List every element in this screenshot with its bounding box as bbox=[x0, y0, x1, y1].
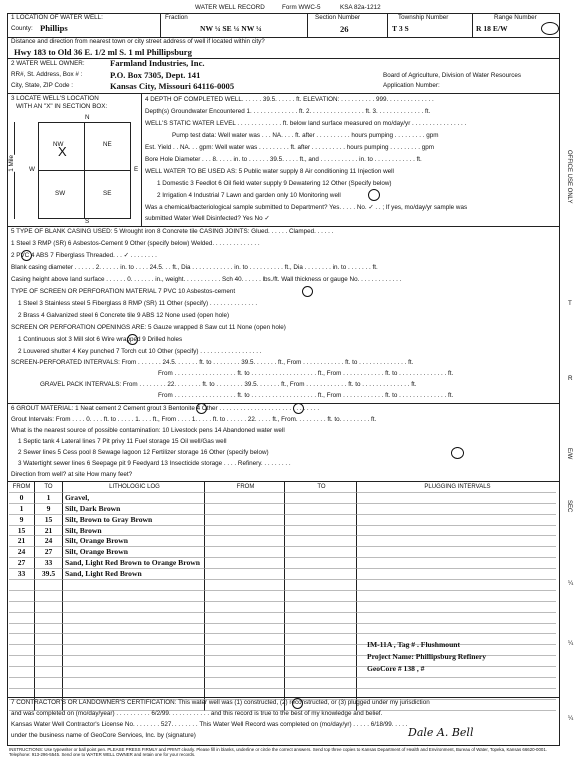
log-to[interactable] bbox=[35, 645, 63, 656]
township-value[interactable]: T 3 S bbox=[392, 24, 409, 33]
log-lithology[interactable]: Gravel, bbox=[63, 493, 205, 504]
log-from[interactable]: 9 bbox=[9, 515, 35, 526]
log-lithology[interactable] bbox=[63, 613, 205, 624]
plug-to[interactable] bbox=[285, 558, 357, 569]
log-from[interactable]: 21 bbox=[9, 536, 35, 547]
plug-interval[interactable] bbox=[357, 602, 556, 613]
log-lithology[interactable] bbox=[63, 667, 205, 678]
log-to[interactable]: 21 bbox=[35, 526, 63, 537]
ksa-number: KSA 82a-1212 bbox=[340, 4, 381, 11]
certification-line-3: Kansas Water Well Contractor's License No. . . . . . . . 527. . . . . . . . This Water Well Record was completed on (mo/day/yr) . . . . . 6/18/99. . . . . bbox=[11, 721, 408, 728]
log-from[interactable]: 24 bbox=[9, 547, 35, 558]
side-ew: E/W bbox=[566, 448, 572, 460]
log-from[interactable]: 1 bbox=[9, 504, 35, 515]
log-from[interactable] bbox=[9, 667, 35, 678]
plug-to[interactable] bbox=[285, 667, 357, 678]
note-geocore: GeoCore # 138 , # bbox=[367, 664, 425, 673]
side-quarter-1: ¼ bbox=[568, 580, 574, 587]
plug-to[interactable] bbox=[285, 526, 357, 537]
log-from[interactable]: 33 bbox=[9, 569, 35, 580]
mill-slot-circle bbox=[127, 334, 138, 345]
nw-label: NW bbox=[53, 141, 64, 148]
grout-intervals-line: Grout Intervals: From . . . . 0. . . . ft. to . . . . . 1. . . . ft., From . . . . 1. . . . . ft. to . . . . . . 22. . . . . ft., From. . . . . . . . . ft. to. . . . . . . . . ft. bbox=[11, 416, 377, 423]
screen-type-line: TYPE OF SCREEN OR PERFORATION MATERIAL 7 PVC 10 Asbestos-cement bbox=[11, 288, 236, 295]
log-header-lithology: LITHOLOGIC LOG bbox=[63, 482, 205, 493]
casing-line-1: 5 TYPE OF BLANK CASING USED: 5 Wrought iron 8 Concrete tile CASING JOINTS: Glued. . . . . . Clamped. . . . . . bbox=[11, 228, 334, 235]
contamination-line: What is the nearest source of possible contamination: 10 Livestock pens 14 Abandoned water well bbox=[11, 427, 285, 434]
log-from[interactable]: 0 bbox=[9, 493, 35, 504]
se-label: SE bbox=[103, 190, 112, 197]
log-to[interactable] bbox=[35, 656, 63, 667]
log-lithology[interactable]: Silt, Orange Brown bbox=[63, 547, 205, 558]
screen-options-2: 2 Brass 4 Galvanized steel 6 Concrete tile 9 ABS 12 None used (open hole) bbox=[18, 312, 230, 319]
section-label: Section Number bbox=[315, 14, 361, 21]
log-lithology[interactable] bbox=[63, 591, 205, 602]
log-header-plugging: PLUGGING INTERVALS bbox=[357, 482, 556, 493]
static-level-line: WELL'S STATIC WATER LEVEL . . . . . . . . . . . . . ft. below land surface measured on mo/day/yr . . . . . . . . . . . . . . . . bbox=[145, 120, 467, 127]
plug-from[interactable] bbox=[205, 536, 285, 547]
plug-interval[interactable] bbox=[357, 515, 556, 526]
log-lithology[interactable]: Silt, Dark Brown bbox=[63, 504, 205, 515]
plug-from[interactable] bbox=[205, 602, 285, 613]
plug-from[interactable] bbox=[205, 656, 285, 667]
plug-interval[interactable] bbox=[357, 526, 556, 537]
sw-label: SW bbox=[55, 190, 66, 197]
plug-to[interactable] bbox=[285, 547, 357, 558]
log-lithology[interactable] bbox=[63, 678, 205, 689]
range-west-circle bbox=[541, 22, 559, 35]
casing-line-3: 2 PVC 4 ABS 7 Fiberglass Threaded. . . ✓ . . . . . . . . bbox=[11, 252, 157, 259]
side-t: T bbox=[568, 300, 572, 307]
openings-options-1: 1 Continuous slot 3 Mill slot 6 Wire wrapped 9 Drilled holes bbox=[18, 336, 183, 343]
plug-to[interactable] bbox=[285, 634, 357, 645]
plug-interval[interactable] bbox=[357, 547, 556, 558]
county-label: County: bbox=[11, 25, 33, 32]
plug-to[interactable] bbox=[285, 656, 357, 667]
plug-to[interactable] bbox=[285, 678, 357, 689]
log-from[interactable] bbox=[9, 645, 35, 656]
monitoring-well-circle bbox=[368, 189, 380, 201]
gravel-intervals-1: GRAVEL PACK INTERVALS: From . . . . . . . . 22. . . . . . . . ft. to . . . . . . . . 39.5. . . . . . . ft., From . . . . . . . . . . . . ft. to . . . . . . . . . . . . . . ft. bbox=[40, 381, 417, 388]
log-lithology[interactable] bbox=[63, 656, 205, 667]
plug-interval[interactable] bbox=[357, 580, 556, 591]
plug-to[interactable] bbox=[285, 645, 357, 656]
plug-from[interactable] bbox=[205, 504, 285, 515]
log-header-plug-from: FROM bbox=[205, 482, 285, 493]
owner-name[interactable]: Farmland Industries, Inc. bbox=[110, 58, 205, 68]
plug-to[interactable] bbox=[285, 515, 357, 526]
log-header-to: TO bbox=[35, 482, 63, 493]
range-label: Range Number bbox=[494, 14, 537, 21]
side-sec: SEC bbox=[566, 500, 572, 513]
plug-to[interactable] bbox=[285, 504, 357, 515]
owner-address-label: RR#, St. Address, Box # : bbox=[11, 71, 83, 78]
plug-from[interactable] bbox=[205, 613, 285, 624]
plug-interval[interactable] bbox=[357, 536, 556, 547]
use-options-1: 1 Domestic 3 Feedlot 6 Oil field water supply 9 Dewatering 12 Other (Specify below) bbox=[157, 180, 392, 187]
plug-to[interactable] bbox=[285, 613, 357, 624]
log-lithology[interactable] bbox=[63, 580, 205, 591]
distance-label: Distance and direction from nearest town or city street address of well if located within city? bbox=[11, 38, 265, 45]
log-to[interactable] bbox=[35, 678, 63, 689]
contamination-options-1: 1 Septic tank 4 Lateral lines 7 Pit privy 11 Fuel storage 15 Oil well/Gas well bbox=[18, 438, 227, 445]
contamination-options-3: 3 Watertight sewer lines 6 Seepage pit 9 Feedyard 13 Insecticide storage . . . . Refinery. . . . . . . . . bbox=[18, 460, 291, 467]
plug-interval[interactable] bbox=[357, 493, 556, 504]
pump-test-line: Pump test data: Well water was . . . NA. . . . ft. after . . . . . . . . . . hours pumping . . . . . . . . . gpm bbox=[172, 132, 439, 139]
screen-intervals-2: From . . . . . . . . . . . . . . . . . . ft. to . . . . . . . . . . . . . . . . . . . ft., From . . . . . . . . . . . . ft. to . . . . . . . . . . . . . . ft. bbox=[158, 370, 454, 377]
gravel-intervals-2: From . . . . . . . . . . . . . . . . . . ft. to . . . . . . . . . . . . . . . . . . . ft., From . . . . . . . . . . . . ft. to . . . . . . . . . . . . . . ft. bbox=[158, 392, 454, 399]
groundwater-line: Depth(s) Groundwater Encountered 1. . . . . . . . . . . . . . ft. 2. . . . . . . . . . . . . . . . ft. 3. . . . . . . . . . . . . . ft. bbox=[145, 108, 431, 115]
bentonite-circle bbox=[293, 403, 304, 414]
log-from[interactable] bbox=[9, 613, 35, 624]
fraction-label: Fraction bbox=[165, 14, 188, 21]
log-from[interactable] bbox=[9, 580, 35, 591]
form-number: Form WWC-5 bbox=[282, 4, 321, 11]
plug-to[interactable] bbox=[285, 493, 357, 504]
side-quarter-3: ¼ bbox=[568, 715, 574, 722]
yield-line: Est. Yield . . NA. . . gpm: Well water was . . . . . . . . . ft. after . . . . . . . . . . hours pumping . . . . . . . . . gpm bbox=[145, 144, 434, 151]
plug-to[interactable] bbox=[285, 536, 357, 547]
county-value[interactable]: Phillips bbox=[40, 23, 68, 33]
side-quarter-2: ¼ bbox=[568, 640, 574, 647]
plug-interval[interactable] bbox=[357, 591, 556, 602]
use-options-2: 2 Irrigation 4 Industrial 7 Lawn and garden only 10 Monitoring well bbox=[157, 192, 341, 199]
log-to[interactable]: 1 bbox=[35, 493, 63, 504]
plug-from[interactable] bbox=[205, 569, 285, 580]
well-location-mark: X bbox=[58, 144, 67, 159]
owner-city[interactable]: Kansas City, Missouri 64116-0005 bbox=[110, 81, 235, 91]
plug-to[interactable] bbox=[285, 580, 357, 591]
log-to[interactable]: 33 bbox=[35, 558, 63, 569]
plug-from[interactable] bbox=[205, 624, 285, 635]
north-label: N bbox=[85, 114, 90, 121]
owner-address[interactable]: P.O. Box 7305, Dept. 141 bbox=[110, 70, 201, 80]
log-from[interactable] bbox=[9, 591, 35, 602]
log-to[interactable] bbox=[35, 580, 63, 591]
log-to[interactable] bbox=[35, 634, 63, 645]
disinfected-line: submitted Water Well Disinfected? Yes No ✓ bbox=[145, 215, 270, 222]
depth-line: 4 DEPTH OF COMPLETED WELL. . . . . . 39.5. . . . . . ft. ELEVATION: . . . . . . . . . . 999. . . . . . . . . . . . . . bbox=[145, 96, 434, 103]
plug-from[interactable] bbox=[205, 515, 285, 526]
fraction-value[interactable]: NW ¼ SE ¼ NW ¼ bbox=[200, 24, 262, 33]
lithologic-log-table bbox=[9, 482, 556, 711]
screen-options-1: 1 Steel 3 Stainless steel 5 Fiberglass 8 RMP (SR) 11 Other (specify) . . . . . . . . . . . . . . bbox=[18, 300, 258, 307]
log-lithology[interactable]: Silt, Brown bbox=[63, 526, 205, 537]
certification-line-1: 7 CONTRACTOR'S OR LANDOWNER'S CERTIFICATION: This water well was (1) constructed, (2) reconstructed, or (3) plugged under my jurisdiction bbox=[11, 699, 430, 706]
casing-diameter-line: Blank casing diameter . . . . . . 2. . . . . . in. to . . . . 24.5. . . ft., Dia . . . . . . . . . . . . in. to . . . . . . . . . . ft., Dia . . . . . . . . in. to . . . . . . . ft. bbox=[11, 264, 378, 271]
plug-from[interactable] bbox=[205, 678, 285, 689]
log-lithology[interactable]: Sand, Light Red Brown to Orange Brown bbox=[63, 558, 205, 569]
owner-city-label: City, State, ZIP Code : bbox=[11, 82, 74, 89]
plug-from[interactable] bbox=[205, 667, 285, 678]
distance-value[interactable]: Hwy 183 to Old 36 E. 1/2 ml S. 1 ml Phillipsburg bbox=[14, 47, 192, 57]
log-header-plug-to: TO bbox=[285, 482, 357, 493]
plug-interval[interactable] bbox=[357, 613, 556, 624]
log-to[interactable] bbox=[35, 624, 63, 635]
log-to[interactable] bbox=[35, 613, 63, 624]
range-value[interactable]: R 18 E/W bbox=[476, 24, 508, 33]
plug-to[interactable] bbox=[285, 569, 357, 580]
plug-interval[interactable] bbox=[357, 569, 556, 580]
pvc-casing-circle bbox=[21, 250, 32, 261]
log-from[interactable] bbox=[9, 634, 35, 645]
south-label: S bbox=[85, 218, 90, 225]
log-lithology[interactable] bbox=[63, 624, 205, 635]
instructions: INSTRUCTIONS: Use typewriter or ball point pen. PLEASE PRESS FIRMLY and PRINT clearly. Please fill in blanks, underline or circle the correct answers. Send top three copies to Kansas Department of Health and Environment, Bureau of Water, Topeka, Kansas 66620-0001. Telephone: 913-296-5545. Send one to WATER WELL OWNER and retain one for your records. bbox=[9, 747, 548, 757]
location-section-label: 1 LOCATION OF WATER WELL: bbox=[11, 14, 103, 21]
log-header-from: FROM bbox=[9, 482, 35, 493]
certification-line-4: under the business name of GeoCore Services, Inc. by (signature) bbox=[11, 732, 196, 739]
section-value[interactable]: 26 bbox=[340, 24, 349, 34]
owner-section-label: 2 WATER WELL OWNER: bbox=[11, 60, 85, 67]
township-label: Township Number bbox=[398, 14, 449, 21]
other-source-circle bbox=[451, 447, 464, 459]
log-to[interactable] bbox=[35, 667, 63, 678]
log-to[interactable]: 9 bbox=[35, 504, 63, 515]
form-title: WATER WELL RECORD bbox=[195, 4, 265, 11]
screen-intervals-1: SCREEN-PERFORATED INTERVALS: From . . . . . . . 24.5. . . . . . . ft. to . . . . . . . . 39.5. . . . . . . ft., From . . . . . . . . . . . . ft. to . . . . . . . . . . . . . . ft. bbox=[11, 359, 414, 366]
log-from[interactable] bbox=[9, 624, 35, 635]
log-to[interactable]: 24 bbox=[35, 536, 63, 547]
log-to[interactable]: 39.5 bbox=[35, 569, 63, 580]
plug-interval[interactable] bbox=[357, 558, 556, 569]
log-lithology[interactable] bbox=[63, 602, 205, 613]
side-r: R bbox=[568, 375, 573, 382]
direction-line: Direction from well? at site How many feet? bbox=[11, 471, 133, 478]
board-text: Board of Agriculture, Division of Water Resources bbox=[383, 72, 522, 79]
log-to[interactable]: 27 bbox=[35, 547, 63, 558]
plug-from[interactable] bbox=[205, 493, 285, 504]
pvc-screen-circle bbox=[302, 286, 313, 297]
bore-hole-line: Bore Hole Diameter . . . 8. . . . . in. to . . . . . . 39.5. . . . . ft., and . . . . . . . . . . . in. to . . . . . . . . . . . . ft. bbox=[145, 156, 422, 163]
plug-interval[interactable] bbox=[357, 504, 556, 515]
application-number-label: Application Number: bbox=[383, 82, 440, 89]
sample-line: Was a chemical/bacteriological sample submitted to Department? Yes. . . . . No. ✓ . . ; If yes, mo/day/yr sample was bbox=[145, 204, 468, 211]
constructed-circle bbox=[292, 698, 303, 709]
log-to[interactable] bbox=[35, 591, 63, 602]
log-from[interactable]: 15 bbox=[9, 526, 35, 537]
log-from[interactable]: 27 bbox=[9, 558, 35, 569]
contamination-options-2: 2 Sewer lines 5 Cess pool 8 Sewage lagoon 12 Fertilizer storage 16 Other (specify below) bbox=[18, 449, 269, 456]
west-label: W bbox=[29, 166, 35, 173]
plug-to[interactable] bbox=[285, 591, 357, 602]
plug-from[interactable] bbox=[205, 526, 285, 537]
certification-line-2: and was completed on (mo/day/year) . . . . . . . . . . 6/2/99. . . . . . . . . . . . and this record is true to the best of my knowledge and belief. bbox=[11, 710, 383, 717]
plug-interval[interactable] bbox=[357, 678, 556, 689]
ne-label: NE bbox=[103, 141, 112, 148]
note-tag: IM-11A , Tag # . Flushmount bbox=[367, 640, 461, 649]
water-use-line: WELL WATER TO BE USED AS: 5 Public water supply 8 Air conditioning 11 Injection well bbox=[145, 168, 394, 175]
log-to[interactable] bbox=[35, 602, 63, 613]
cement-grout-circle bbox=[196, 403, 207, 414]
mile-label: 1 Mile bbox=[8, 155, 15, 172]
grout-material-line: 6 GROUT MATERIAL: 1 Neat cement 2 Cement grout 3 Bentonite 4 Other . . . . . . . . . . . . . . . . . . . . . . . . . . . . . bbox=[11, 405, 320, 412]
plug-from[interactable] bbox=[205, 591, 285, 602]
plug-from[interactable] bbox=[205, 645, 285, 656]
log-lithology[interactable]: Sand, Light Red Brown bbox=[63, 569, 205, 580]
plug-to[interactable] bbox=[285, 602, 357, 613]
office-use-label: OFFICE USE ONLY bbox=[566, 150, 572, 204]
openings-line: SCREEN OR PERFORATION OPENINGS ARE: 5 Gauze wrapped 8 Saw cut 11 None (open hole) bbox=[11, 324, 286, 331]
casing-line-2: 1 Steel 3 RMP (SR) 6 Asbestos-Cement 9 Other (specify below) Welded. . . . . . . . . . . . . . bbox=[11, 240, 260, 247]
signature: Dale A. Bell bbox=[408, 726, 474, 739]
log-lithology[interactable] bbox=[63, 634, 205, 645]
log-from[interactable] bbox=[9, 656, 35, 667]
log-lithology[interactable]: Silt, Orange Brown bbox=[63, 536, 205, 547]
locate-title: 3 LOCATE WELL'S LOCATION bbox=[11, 95, 99, 102]
casing-height-line: Casing height above land surface . . . . . . 0. . . . . . . in., weight. . . . . . . . . . . Sch 40. . . . . . lbs./ft. Wall thickness or gauge No. . . . . . . . . . . . . bbox=[11, 276, 402, 283]
plug-from[interactable] bbox=[205, 634, 285, 645]
plug-interval[interactable] bbox=[357, 624, 556, 635]
east-label: E bbox=[134, 166, 139, 173]
log-to[interactable]: 15 bbox=[35, 515, 63, 526]
log-from[interactable] bbox=[9, 678, 35, 689]
log-from[interactable] bbox=[9, 602, 35, 613]
note-project: Project Name: Phillipsburg Refinery bbox=[367, 652, 487, 661]
plug-from[interactable] bbox=[205, 580, 285, 591]
log-lithology[interactable]: Silt, Brown to Gray Brown bbox=[63, 515, 205, 526]
plug-from[interactable] bbox=[205, 547, 285, 558]
plug-from[interactable] bbox=[205, 558, 285, 569]
plug-to[interactable] bbox=[285, 624, 357, 635]
log-lithology[interactable] bbox=[63, 645, 205, 656]
openings-options-2: 2 Louvered shutter 4 Key punched 7 Torch cut 10 Other (specify) . . . . . . . . . . . . . . . . . . bbox=[18, 348, 262, 355]
locate-subtitle: WITH AN "X" IN SECTION BOX: bbox=[16, 103, 108, 110]
